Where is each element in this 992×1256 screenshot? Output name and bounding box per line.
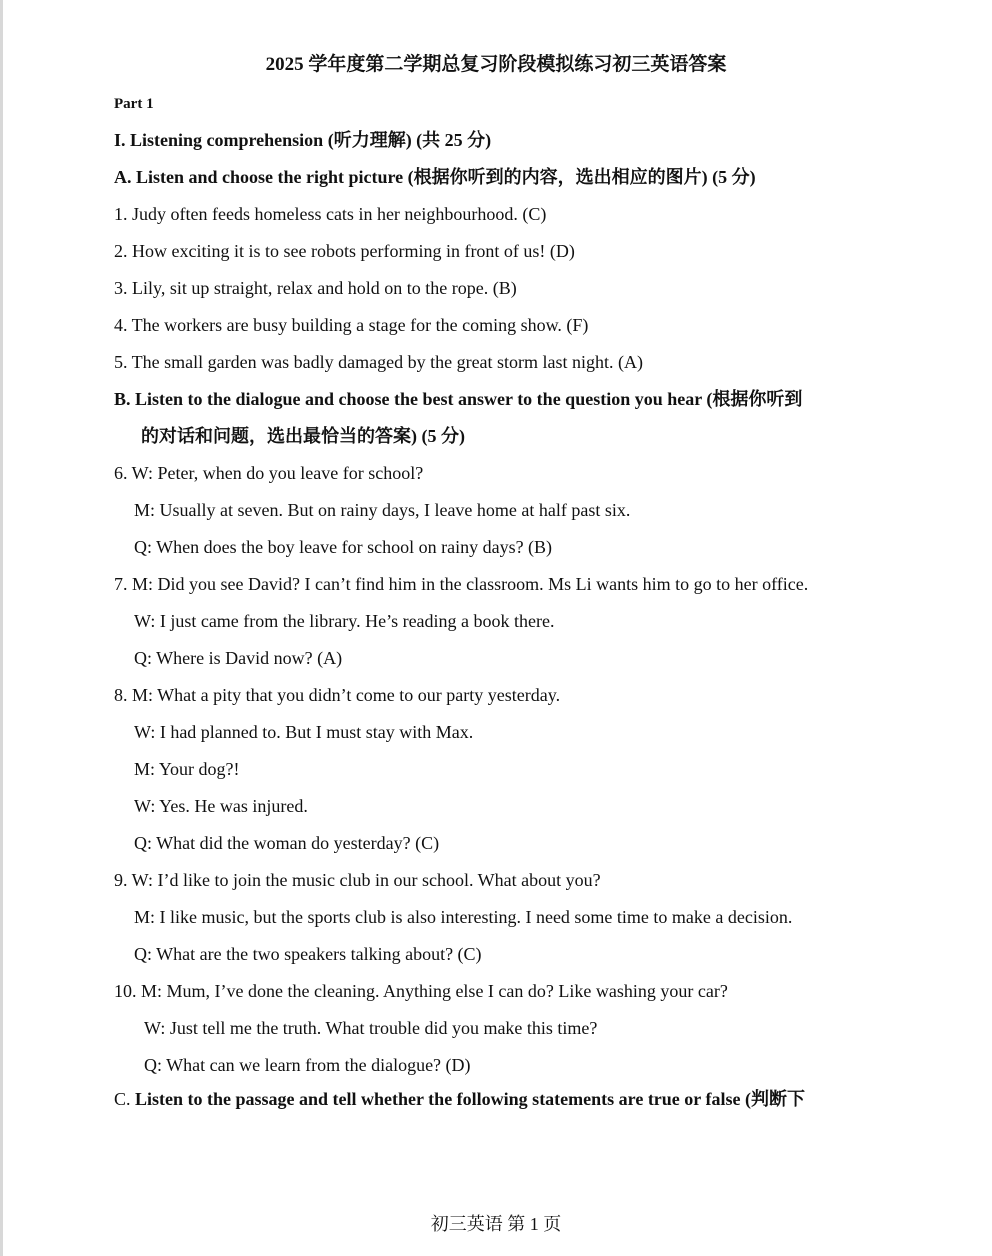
dialogue-line: W: Yes. He was injured. [134, 796, 308, 816]
question-2: 2. How exciting it is to see robots performing in front of us! (D) [114, 241, 575, 261]
dialogue-line: W: I had planned to. But I must stay with Max. [134, 722, 474, 742]
question-3: 3. Lily, sit up straight, relax and hold on to the rope. (B) [114, 278, 517, 298]
dialogue-line: Q: What can we learn from the dialogue? (D) [144, 1055, 471, 1075]
section-c-text: Listen to the passage and tell whether the following statements are true or false (判断下 [135, 1089, 805, 1109]
dialogue-line: Q: What are the two speakers talking about? (C) [134, 944, 482, 964]
dialogue-line: W: I just came from the library. He’s reading a book there. [134, 611, 555, 631]
dialogue-line: 7. M: Did you see David? I can’t find him in the classroom. Ms Li wants him to go to her office. [114, 574, 809, 594]
section-i-heading: I. Listening comprehension (听力理解) (共 25 分) [114, 130, 492, 150]
question-4: 4. The workers are busy building a stage for the coming show. (F) [114, 315, 589, 335]
dialogue-line: M: Usually at seven. But on rainy days, I leave home at half past six. [134, 500, 631, 520]
part-label: Part 1 [114, 96, 154, 112]
dialogue-line: M: I like music, but the sports club is also interesting. I need some time to make a decision. [134, 907, 793, 927]
question-5: 5. The small garden was badly damaged by the great storm last night. (A) [114, 352, 644, 372]
section-c-prefix: C. [114, 1089, 131, 1109]
section-a-heading: A. Listen and choose the right picture (根据你听到的内容，选出相应的图片) (5 分) [114, 167, 756, 187]
dialogue-line: 8. M: What a pity that you didn’t come to our party yesterday. [114, 685, 561, 705]
dialogue-line: Q: When does the boy leave for school on rainy days? (B) [134, 537, 553, 557]
dialogue-line: Q: Where is David now? (A) [134, 648, 343, 668]
section-b-heading-line2: 的对话和问题，选出最恰当的答案) (5 分) [141, 426, 465, 446]
dialogue-line: 10. M: Mum, I’ve done the cleaning. Anything else I can do? Like washing your car? [114, 981, 728, 1001]
dialogue-line: Q: What did the woman do yesterday? (C) [134, 833, 440, 853]
section-b-heading-line1: B. Listen to the dialogue and choose the best answer to the question you hear (根据你听到 [114, 389, 803, 409]
page-title: 2025 学年度第二学期总复习阶段模拟练习初三英语答案 [265, 54, 727, 75]
question-1: 1. Judy often feeds homeless cats in her neighbourhood. (C) [114, 204, 547, 224]
page-footer: 初三英语 第 1 页 [430, 1214, 562, 1234]
section-c-heading [114, 1088, 805, 1110]
dialogue-line: M: Your dog?! [134, 759, 240, 779]
dialogue-line: W: Just tell me the truth. What trouble did you make this time? [144, 1018, 598, 1038]
dialogue-line: 9. W: I’d like to join the music club in our school. What about you? [114, 870, 601, 890]
dialogue-line: 6. W: Peter, when do you leave for school? [114, 463, 424, 483]
